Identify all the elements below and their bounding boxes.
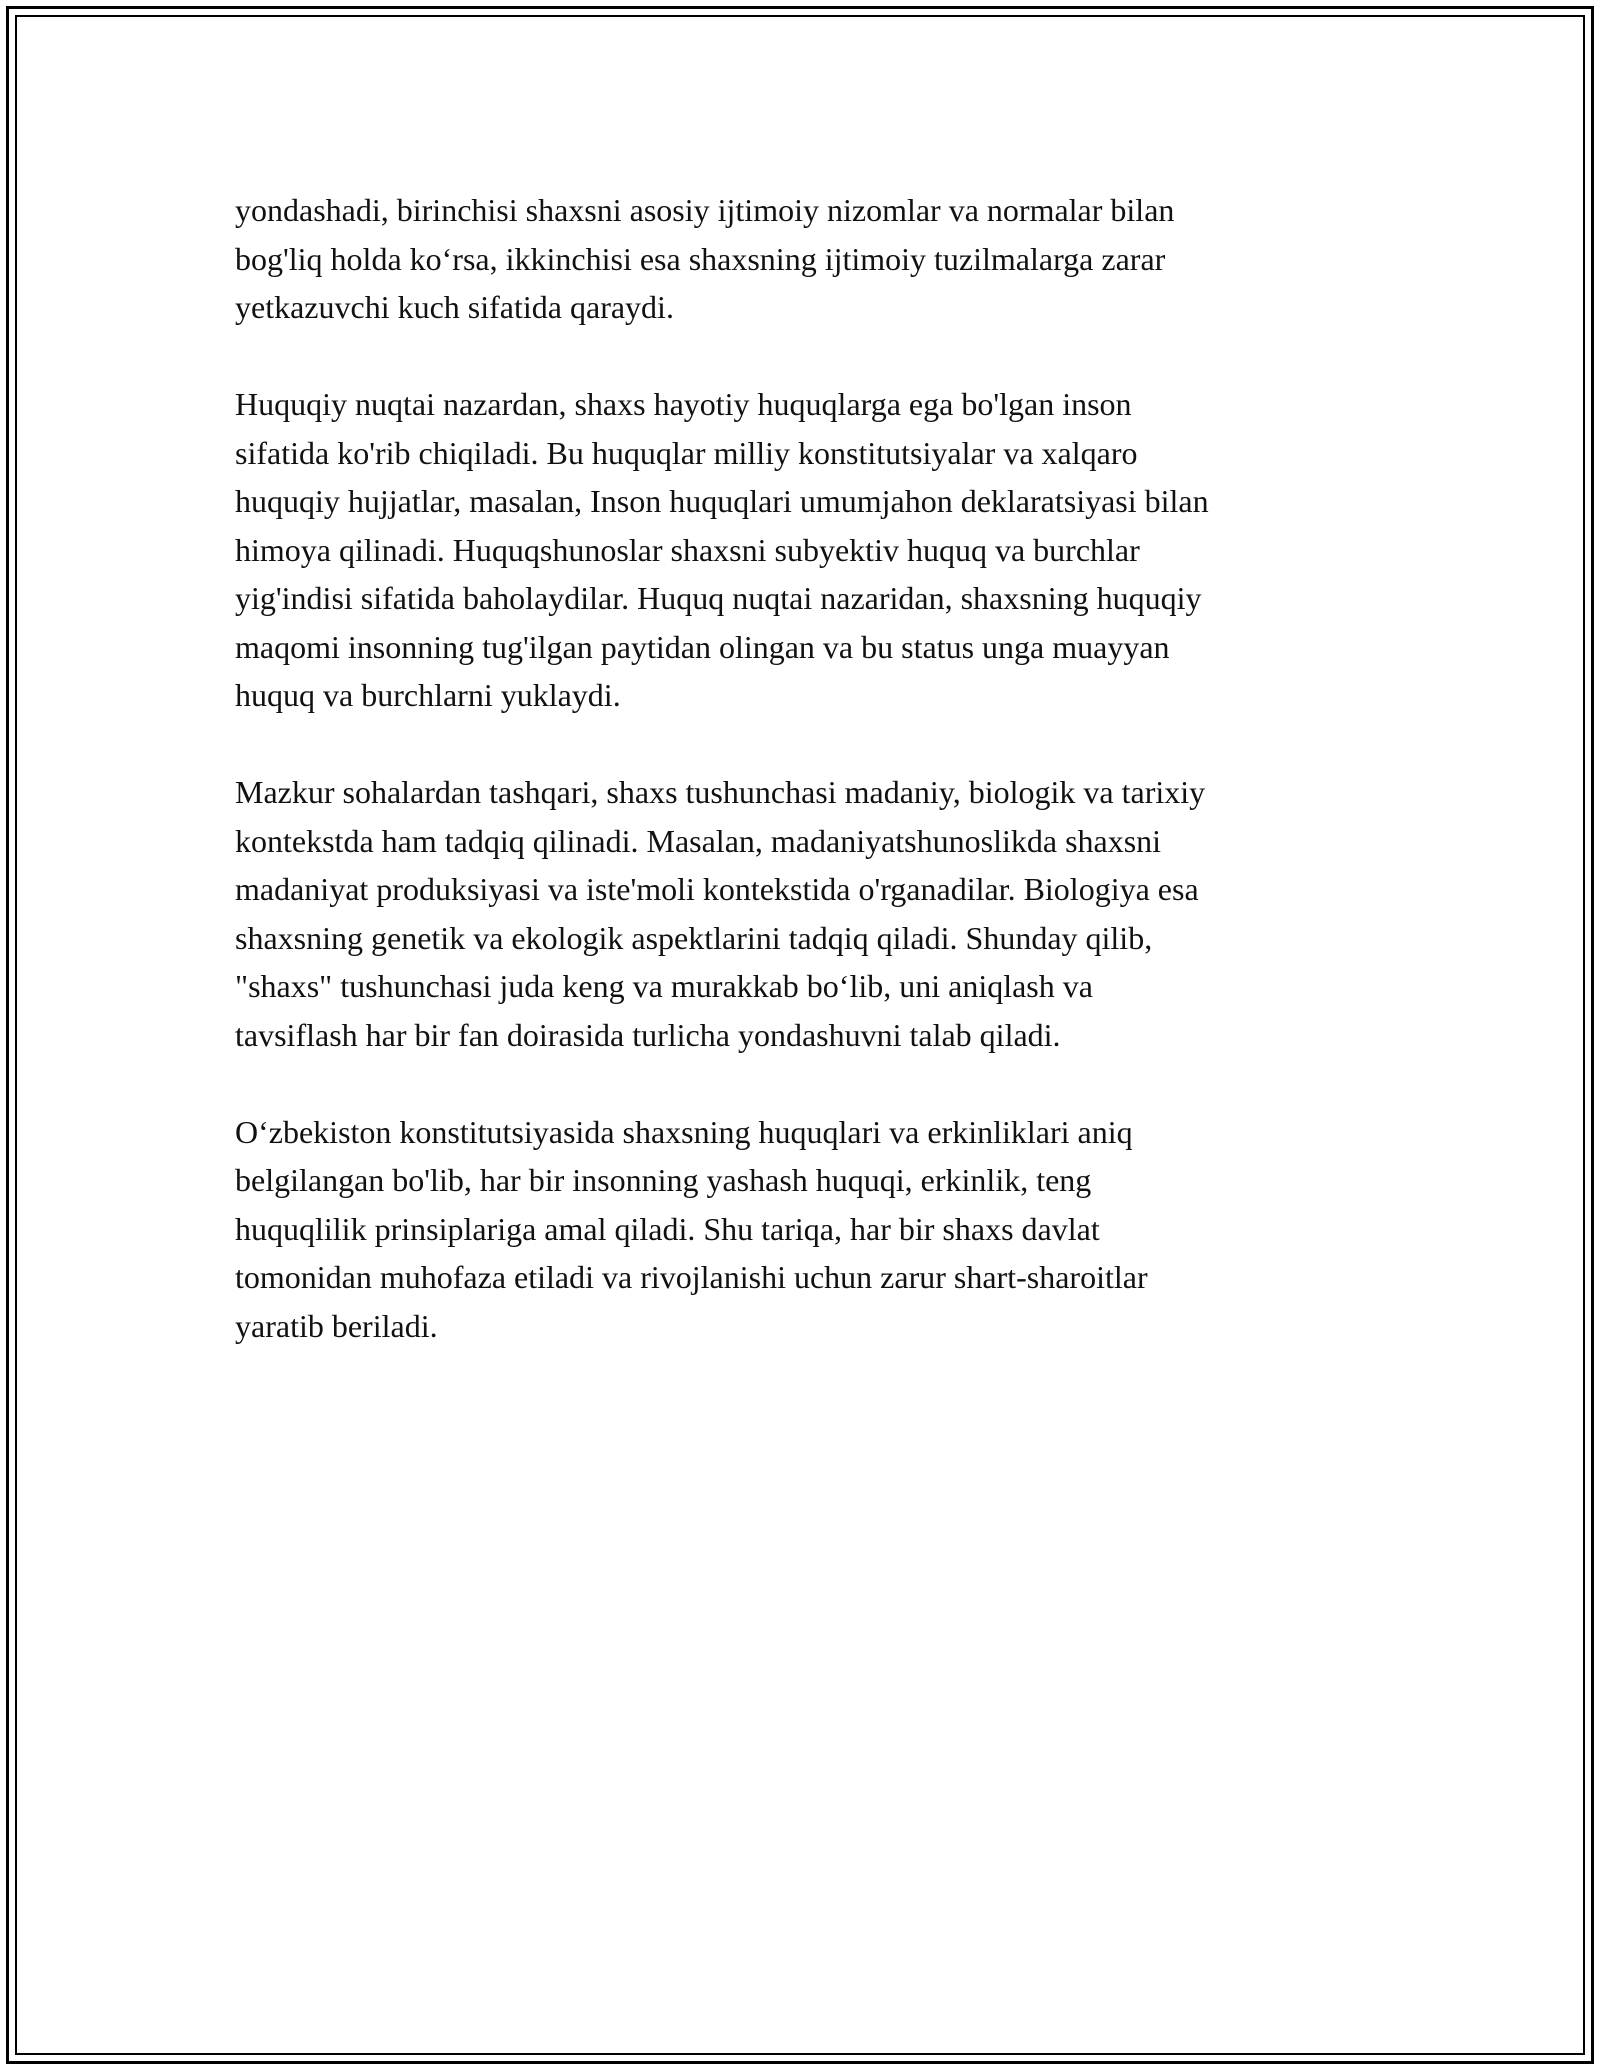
text-line: huquqiy hujjatlar, masalan, Inson huquqlari umumjahon deklaratsiyasi bilan (235, 483, 1209, 519)
text-line: Oʻzbekiston konstitutsiyasida shaxsning huquqlari va erkinliklari aniq (235, 1113, 1133, 1150)
text-line: maqomi insonning tug'ilgan paytidan olingan va bu status unga muayyan (235, 628, 1170, 665)
text-line: tomonidan muhofaza etiladi va rivojlanishi uchun zarur shart-sharoitlar (235, 1259, 1148, 1295)
text-line: kontekstda ham tadqiq qilinadi. Masalan, madaniyatshunoslikda shaxsni (235, 822, 1162, 859)
text-line: Huquqiy nuqtai nazardan, shaxs hayotiy huquqlarga ega bo'lgan inson (235, 386, 1132, 422)
text-line: yaratib beriladi. (235, 1307, 438, 1344)
text-line: yetkazuvchi kuch sifatida qaraydi. (235, 289, 674, 325)
text-line: bog'liq holda koʻrsa, ikkinchisi esa shaxsning ijtimoiy tuzilmalarga zarar (235, 240, 1166, 277)
text-line: "shaxs" tushunchasi juda keng va murakkab boʻlib, uni aniqlash va (235, 968, 1093, 1004)
paragraph-2 (235, 380, 1375, 720)
paragraph-3 (235, 768, 1375, 1059)
text-line: belgilangan bo'lib, har bir insonning yashash huquqi, erkinlik, teng (235, 1162, 1092, 1198)
text-line: sifatida ko'rib chiqiladi. Bu huquqlar milliy konstitutsiyalar va xalqaro (235, 434, 1138, 471)
text-line: shaxsning genetik va ekologik aspektlarini tadqiq qiladi. Shunday qilib, (235, 919, 1153, 956)
paragraph-4 (235, 1108, 1375, 1351)
text-line: himoya qilinadi. Huquqshunoslar shaxsni subyektiv huquq va burchlar (235, 531, 1140, 568)
text-line: yig'indisi sifatida baholaydilar. Huquq nuqtai nazaridan, shaxsning huquqiy (235, 580, 1202, 616)
paragraph-1 (235, 186, 1375, 332)
text-line: tavsiflash har bir fan doirasida turlicha yondashuvni talab qiladi. (235, 1016, 1061, 1053)
document-body (235, 186, 1375, 1399)
text-line: yondashadi, birinchisi shaxsni asosiy ijtimoiy nizomlar va normalar bilan (235, 192, 1175, 228)
text-line: huquq va burchlarni yuklaydi. (235, 677, 621, 713)
text-line: huquqlilik prinsiplariga amal qiladi. Shu tariqa, har bir shaxs davlat (235, 1210, 1100, 1247)
text-line: Mazkur sohalardan tashqari, shaxs tushunchasi madaniy, biologik va tarixiy (235, 774, 1206, 810)
text-line: madaniyat produksiyasi va iste'moli kontekstida o'rganadilar. Biologiya esa (235, 871, 1199, 907)
